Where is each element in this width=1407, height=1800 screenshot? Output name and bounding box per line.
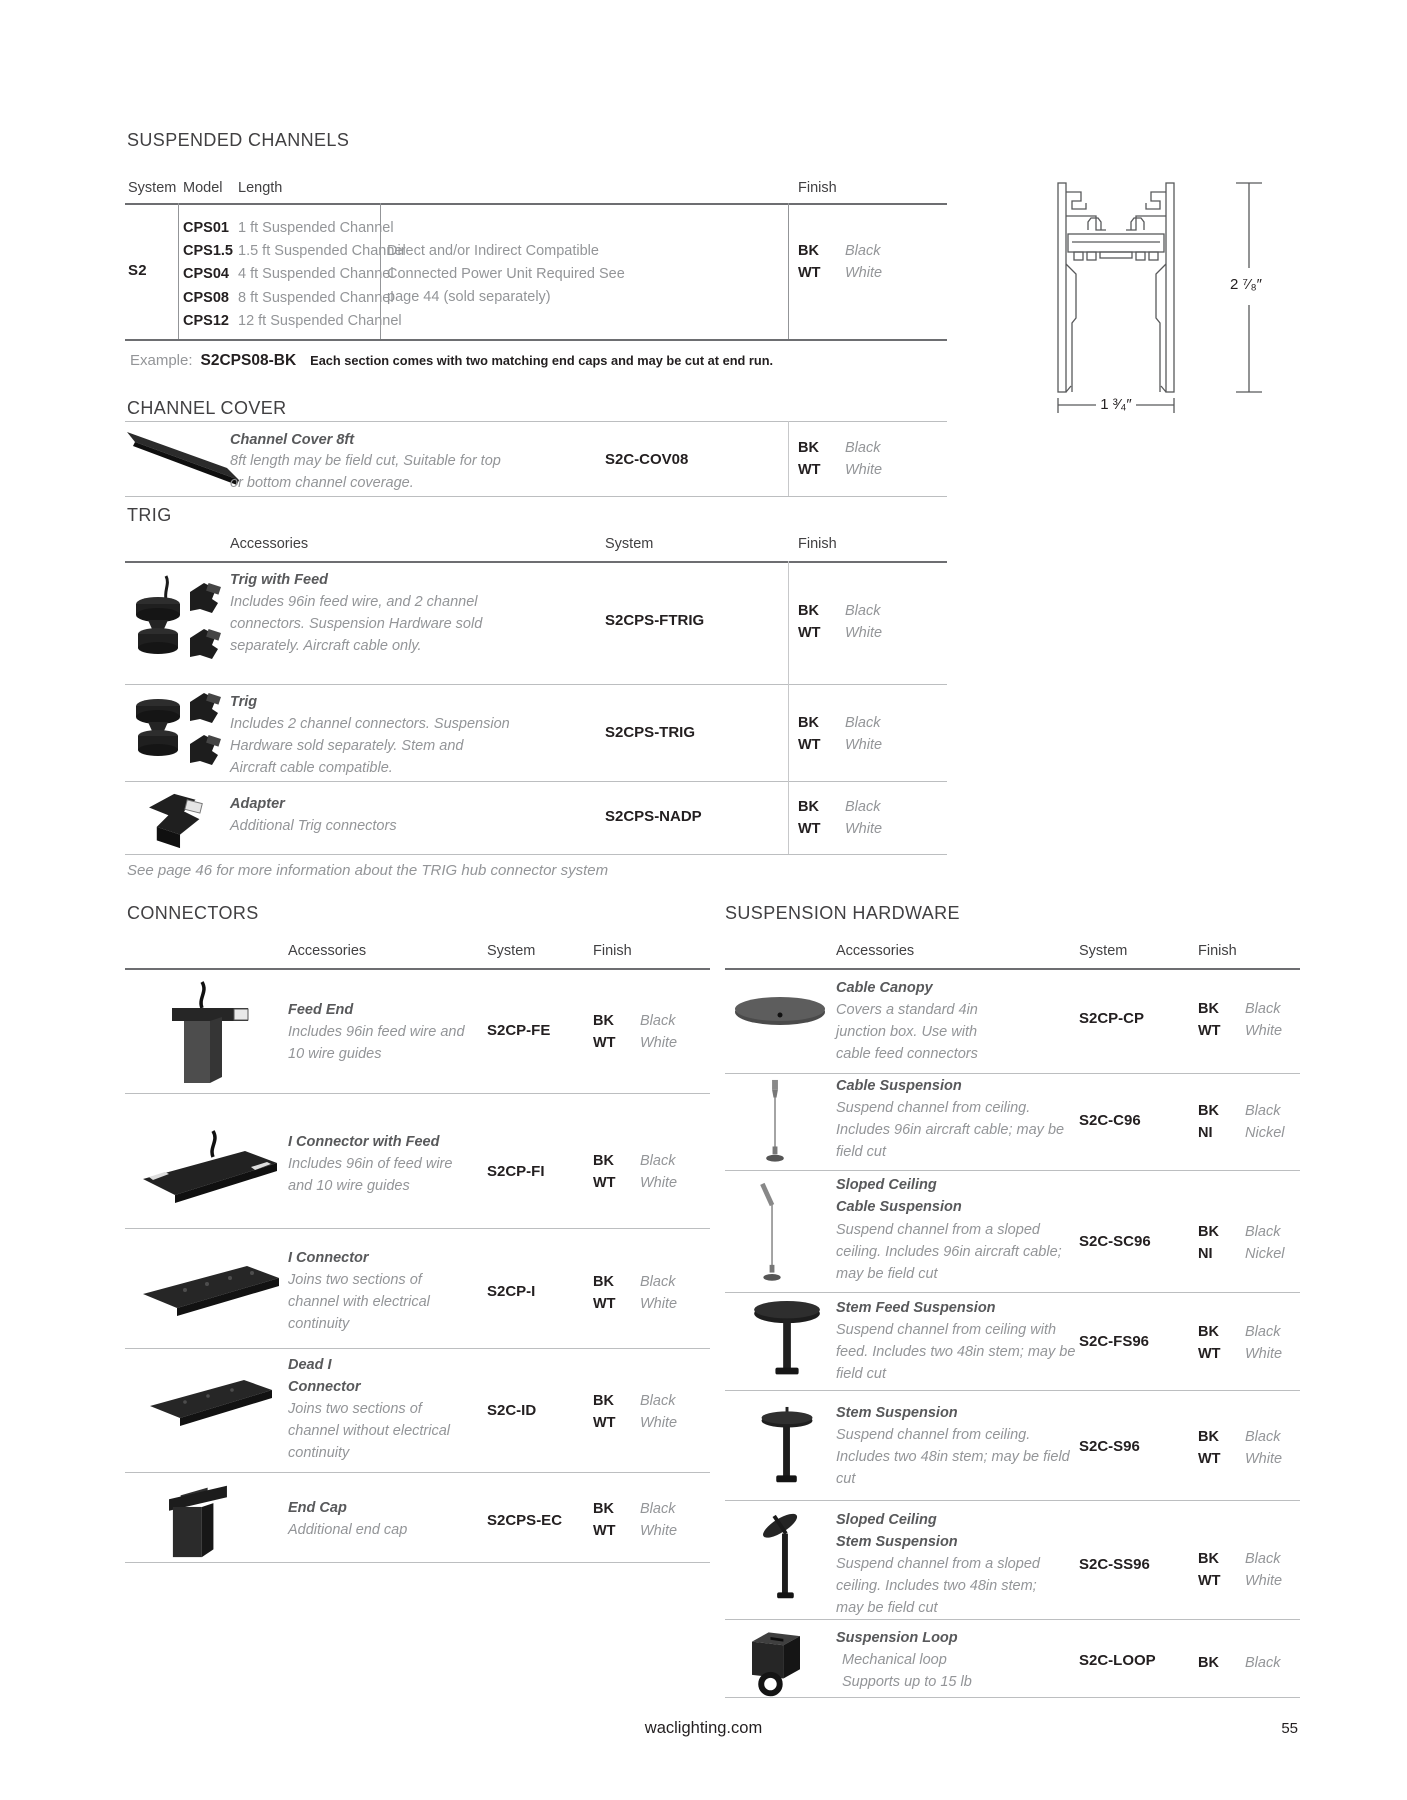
col-header-system: System: [605, 536, 654, 552]
finish-row: [1198, 1321, 1282, 1343]
stem-feed-suspension-image: [745, 1300, 830, 1385]
finish-name: Nickel: [1245, 1246, 1285, 1262]
suspension-loop-image: [740, 1625, 812, 1697]
finish-name: Black: [640, 1393, 676, 1409]
system-code: S2C-SS96: [1079, 1556, 1150, 1573]
table-rule: [125, 684, 947, 685]
finish-name: Nickel: [1245, 1125, 1285, 1141]
product-name: I Connector with Feed: [288, 1134, 440, 1150]
finish-row: [798, 437, 882, 459]
table-rule: [725, 1073, 1300, 1074]
col-header-finish: Finish: [798, 536, 837, 552]
finish-code: BK: [798, 715, 819, 731]
trig-title: TRIG: [127, 505, 172, 525]
finish-code: BK: [1198, 1324, 1219, 1340]
col-header-accessories: Accessories: [230, 536, 309, 552]
finish-name: White: [640, 1296, 678, 1312]
col-header-accessories: Accessories: [288, 943, 367, 959]
col-header-finish: Finish: [798, 180, 837, 196]
finish-options: [1198, 1100, 1284, 1144]
channel-cross-section-diagram: [1040, 172, 1290, 417]
finish-row: [593, 1390, 677, 1412]
finish-code: BK: [1198, 1429, 1219, 1445]
finish-code: WT: [798, 462, 821, 478]
finish-code: BK: [1198, 1655, 1219, 1671]
finish-row: [798, 240, 882, 262]
power-note: Direct and/or Indirect Compatible Connected Power Unit Required See page 44 (sold separately): [387, 243, 625, 305]
table-rule: [125, 421, 947, 422]
finish-options: [1198, 1426, 1282, 1470]
product-name: Cable Canopy: [836, 980, 933, 996]
table-rule: [125, 1562, 710, 1563]
finish-options: [593, 1390, 677, 1434]
finish-row: [593, 1293, 677, 1315]
product-description: Joins two sections of channel without electrical continuity: [288, 1401, 451, 1461]
finish-code: WT: [1198, 1451, 1221, 1467]
table-rule: [125, 1228, 710, 1229]
table-rule: [125, 781, 947, 782]
finish-options: [1198, 1548, 1282, 1592]
i-connector-with-feed-image: [135, 1125, 285, 1213]
finish-code: BK: [593, 1274, 614, 1290]
finish-row: [593, 1150, 677, 1172]
finish-options: [798, 437, 882, 481]
stem-suspension-image: [750, 1405, 825, 1495]
finish-row: [593, 1271, 677, 1293]
table-rule: [725, 1390, 1300, 1391]
product-name: End Cap: [288, 1500, 347, 1516]
finish-row: [593, 1172, 677, 1194]
product-name: Stem Suspension: [836, 1405, 958, 1421]
table-rule: [125, 854, 947, 855]
model-code: CPS12: [183, 312, 229, 329]
table-rule: [788, 561, 789, 854]
finish-options: [1198, 1321, 1282, 1365]
model-row: [183, 287, 406, 310]
system-code: S2CP-I: [487, 1283, 536, 1300]
finish-row: [1198, 1343, 1282, 1365]
dead-i-connector-image: [140, 1368, 280, 1438]
finish-code: BK: [798, 243, 819, 259]
feed-end-image: [150, 978, 270, 1090]
finish-row: [593, 1412, 677, 1434]
finish-code: WT: [593, 1175, 616, 1191]
finish-row: [1198, 1570, 1282, 1592]
table-rule: [178, 203, 179, 339]
model-code: CPS01: [183, 220, 229, 236]
finish-code: WT: [593, 1035, 616, 1051]
finish-row: [1198, 1426, 1282, 1448]
product-name: Feed End: [288, 1002, 354, 1018]
finish-name: Black: [1245, 1001, 1281, 1017]
product-description: Suspend channel from ceiling with feed. Includes two 48in stem; may be field cut: [836, 1322, 1076, 1382]
table-rule: [788, 203, 789, 339]
page-number: 55: [1281, 1720, 1298, 1737]
finish-code: WT: [798, 265, 821, 281]
system-code: S2CPS-FTRIG: [605, 612, 705, 629]
finish-name: Black: [640, 1013, 676, 1029]
col-header-length: Length: [238, 180, 283, 196]
finish-name: White: [1245, 1573, 1283, 1589]
table-rule: [125, 1093, 710, 1094]
table-rule: [125, 1472, 710, 1473]
product-description: Includes 96in feed wire and 10 wire guides: [288, 1024, 465, 1062]
finish-row: [798, 622, 882, 644]
product-name: Adapter: [230, 796, 285, 812]
product-description: Covers a standard 4in junction box. Use with cable feed connectors: [836, 1002, 978, 1062]
col-header-system: System: [128, 180, 177, 196]
width-dimension-label: 1 ³⁄₄″: [1100, 396, 1132, 413]
finish-name: White: [845, 737, 883, 753]
finish-row: [1198, 1122, 1284, 1144]
finish-code: WT: [593, 1523, 616, 1539]
product-name: Stem Feed Suspension: [836, 1300, 996, 1316]
table-rule: [725, 1500, 1300, 1501]
finish-name: White: [640, 1175, 678, 1191]
finish-options: [1198, 998, 1282, 1042]
adapter-image: [140, 790, 222, 852]
finish-name: Black: [845, 243, 881, 259]
finish-code: WT: [1198, 1573, 1221, 1589]
finish-row: [1198, 1448, 1282, 1470]
product-description: Suspend channel from ceiling. Includes 96in aircraft cable; may be field cut: [836, 1100, 1065, 1160]
product-name: Channel Cover 8ft: [230, 432, 355, 448]
finish-code: BK: [1198, 1103, 1219, 1119]
finish-name: Black: [1245, 1429, 1281, 1445]
trig-footnote: See page 46 for more information about the TRIG hub connector system: [127, 862, 609, 879]
system-code: S2C-SC96: [1079, 1233, 1151, 1250]
trig-with-feed-image: [128, 572, 233, 680]
col-header-system: System: [487, 943, 536, 959]
finish-name: White: [1245, 1451, 1283, 1467]
suspended-channels-title: SUSPENDED CHANNELS: [127, 130, 350, 150]
finish-code: BK: [593, 1393, 614, 1409]
sloped-ceiling-cable-suspension-image: [750, 1180, 795, 1288]
finish-options: [593, 1271, 677, 1315]
finish-row: [798, 459, 882, 481]
finish-name: Black: [640, 1501, 676, 1517]
cable-canopy-image: [733, 988, 828, 1038]
finish-options: [593, 1498, 677, 1542]
finish-name: White: [845, 821, 883, 837]
finish-row: [593, 1010, 677, 1032]
trig-image: [128, 692, 233, 780]
system-code: S2C-COV08: [605, 451, 689, 468]
finish-row: [1198, 1020, 1282, 1042]
example-line: [130, 352, 773, 370]
system-code: S2CPS-EC: [487, 1512, 563, 1529]
table-rule: [725, 968, 1300, 970]
finish-code: WT: [798, 821, 821, 837]
product-description: Mechanical loop Supports up to 15 lb: [842, 1652, 972, 1690]
finish-code: BK: [1198, 1551, 1219, 1567]
finish-name: Black: [1245, 1103, 1281, 1119]
footer-url[interactable]: waclighting.com: [644, 1719, 763, 1737]
finish-code: WT: [593, 1296, 616, 1312]
finish-name: Black: [1245, 1224, 1281, 1240]
finish-name: Black: [845, 603, 881, 619]
system-code: S2C-FS96: [1079, 1333, 1150, 1350]
finish-options: [593, 1010, 677, 1054]
model-row: [183, 217, 406, 240]
system-code: S2C-LOOP: [1079, 1652, 1156, 1669]
finish-row: [798, 734, 882, 756]
table-rule: [725, 1170, 1300, 1171]
finish-name: White: [1245, 1346, 1283, 1362]
product-description: Includes 96in feed wire, and 2 channel connectors. Suspension Hardware sold separately. Aircraft cable only.: [230, 594, 483, 654]
connectors-title: CONNECTORS: [127, 903, 259, 923]
finish-name: Black: [640, 1274, 676, 1290]
finish-code: BK: [593, 1501, 614, 1517]
system-code: S2CPS-NADP: [605, 808, 702, 825]
end-cap-image: [150, 1478, 245, 1560]
model-length: 1.5 ft Suspended Channel: [238, 243, 406, 260]
finish-name: White: [845, 625, 883, 641]
finish-name: Black: [845, 799, 881, 815]
finish-code: BK: [593, 1153, 614, 1169]
product-name: Sloped Ceiling Cable Suspension: [836, 1177, 962, 1215]
example-code: S2CPS08-BK: [200, 352, 297, 369]
product-description: Additional end cap: [288, 1522, 408, 1538]
finish-options: [798, 712, 882, 756]
system-value: S2: [128, 262, 147, 279]
table-rule: [125, 1348, 710, 1349]
product-description: Suspend channel from a sloped ceiling. Includes two 48in stem; may be field cut: [836, 1556, 1040, 1616]
col-header-finish: Finish: [593, 943, 632, 959]
system-code: S2CP-CP: [1079, 1010, 1145, 1027]
product-name: Cable Suspension: [836, 1078, 962, 1094]
finish-name: White: [1245, 1023, 1283, 1039]
channel-cover-image: [125, 426, 243, 490]
table-rule: [125, 339, 947, 341]
col-header-accessories: Accessories: [836, 943, 915, 959]
height-dimension-label: 2 ⁷⁄₈″: [1230, 276, 1262, 293]
finish-row: [593, 1498, 677, 1520]
model-length: 12 ft Suspended Channel: [238, 312, 402, 329]
model-code: CPS04: [183, 266, 229, 283]
sloped-ceiling-stem-suspension-image: [752, 1512, 814, 1612]
product-name: Trig with Feed: [230, 572, 329, 588]
table-rule: [788, 421, 789, 496]
finish-row: [798, 600, 882, 622]
finish-row: [1198, 1652, 1280, 1674]
suspension-hardware-title: SUSPENSION HARDWARE: [725, 903, 960, 923]
finish-name: Black: [1245, 1324, 1281, 1340]
finish-name: White: [845, 265, 883, 281]
product-name: I Connector: [288, 1250, 369, 1266]
finish-name: Black: [1245, 1655, 1281, 1671]
col-header-model: Model: [183, 180, 223, 196]
finish-code: BK: [1198, 1001, 1219, 1017]
table-rule: [725, 1697, 1300, 1698]
model-row: [183, 263, 406, 286]
finish-name: Black: [845, 440, 881, 456]
model-code: CPS08: [183, 289, 229, 306]
finish-row: [1198, 1221, 1284, 1243]
model-list: [183, 217, 406, 333]
col-header-finish: Finish: [1198, 943, 1237, 959]
model-row: [183, 310, 406, 333]
finish-code: BK: [1198, 1224, 1219, 1240]
finish-options: [798, 796, 882, 840]
finish-row: [798, 712, 882, 734]
system-code: S2CP-FE: [487, 1022, 551, 1039]
model-length: 4 ft Suspended Channel: [238, 266, 394, 283]
product-description: 8ft length may be field cut, Suitable for top or bottom channel coverage.: [230, 453, 501, 491]
example-label: Example:: [130, 352, 193, 369]
table-rule: [125, 496, 947, 497]
finish-row: [798, 818, 882, 840]
product-description: Joins two sections of channel with electrical continuity: [288, 1272, 430, 1332]
finish-row: [1198, 1100, 1284, 1122]
finish-row: [1198, 1243, 1284, 1265]
finish-row: [798, 262, 882, 284]
cable-suspension-image: [755, 1078, 795, 1168]
finish-code: NI: [1198, 1125, 1213, 1141]
finish-code: BK: [593, 1013, 614, 1029]
finish-name: White: [640, 1415, 678, 1431]
finish-name: White: [845, 462, 883, 478]
finish-options: [798, 600, 882, 644]
product-description: Includes 96in of feed wire and 10 wire guides: [288, 1156, 453, 1194]
channel-cover-title: CHANNEL COVER: [127, 398, 287, 418]
finish-options: [798, 240, 882, 284]
col-header-system: System: [1079, 943, 1128, 959]
finish-name: Black: [845, 715, 881, 731]
finish-row: [593, 1032, 677, 1054]
product-description: Suspend channel from ceiling. Includes two 48in stem; may be field cut: [836, 1427, 1070, 1487]
model-code: CPS1.5: [183, 243, 233, 260]
finish-code: BK: [798, 440, 819, 456]
finish-code: WT: [593, 1415, 616, 1431]
product-description: Includes 2 channel connectors. Suspension Hardware sold separately. Stem and Aircraft cable compatible.: [230, 716, 510, 776]
model-row: [183, 240, 406, 263]
table-rule: [125, 968, 710, 970]
table-rule: [725, 1292, 1300, 1293]
finish-row: [798, 796, 882, 818]
system-code: S2CP-FI: [487, 1163, 545, 1180]
product-name: Suspension Loop: [836, 1630, 958, 1646]
product-description: Additional Trig connectors: [230, 818, 397, 834]
finish-code: WT: [1198, 1346, 1221, 1362]
finish-options: [1198, 1652, 1280, 1674]
finish-code: BK: [798, 799, 819, 815]
finish-options: [1198, 1221, 1284, 1265]
product-name: Trig: [230, 694, 258, 710]
finish-code: BK: [798, 603, 819, 619]
system-code: S2C-S96: [1079, 1438, 1140, 1455]
product-name: Sloped Ceiling Stem Suspension: [836, 1512, 958, 1550]
product-name: Dead I Connector: [288, 1357, 361, 1395]
table-rule: [125, 561, 947, 563]
i-connector-image: [135, 1252, 285, 1327]
system-code: S2CPS-TRIG: [605, 724, 696, 741]
finish-name: White: [640, 1035, 678, 1051]
system-code: S2C-C96: [1079, 1112, 1141, 1129]
finish-row: [593, 1520, 677, 1542]
finish-code: WT: [1198, 1023, 1221, 1039]
finish-name: Black: [640, 1153, 676, 1169]
finish-options: [593, 1150, 677, 1194]
finish-code: WT: [798, 625, 821, 641]
model-length: 8 ft Suspended Channel: [238, 289, 394, 306]
finish-name: White: [640, 1523, 678, 1539]
table-rule: [125, 203, 947, 205]
system-code: S2C-ID: [487, 1402, 537, 1419]
model-length: 1 ft Suspended Channel: [238, 220, 394, 236]
finish-code: NI: [1198, 1246, 1213, 1262]
product-description: Suspend channel from a sloped ceiling. Includes 96in aircraft cable; may be field cut: [836, 1222, 1062, 1282]
example-note: Each section comes with two matching end caps and may be cut at end run.: [310, 353, 774, 368]
finish-row: [1198, 998, 1282, 1020]
finish-name: Black: [1245, 1551, 1281, 1567]
finish-row: [1198, 1548, 1282, 1570]
finish-code: WT: [798, 737, 821, 753]
